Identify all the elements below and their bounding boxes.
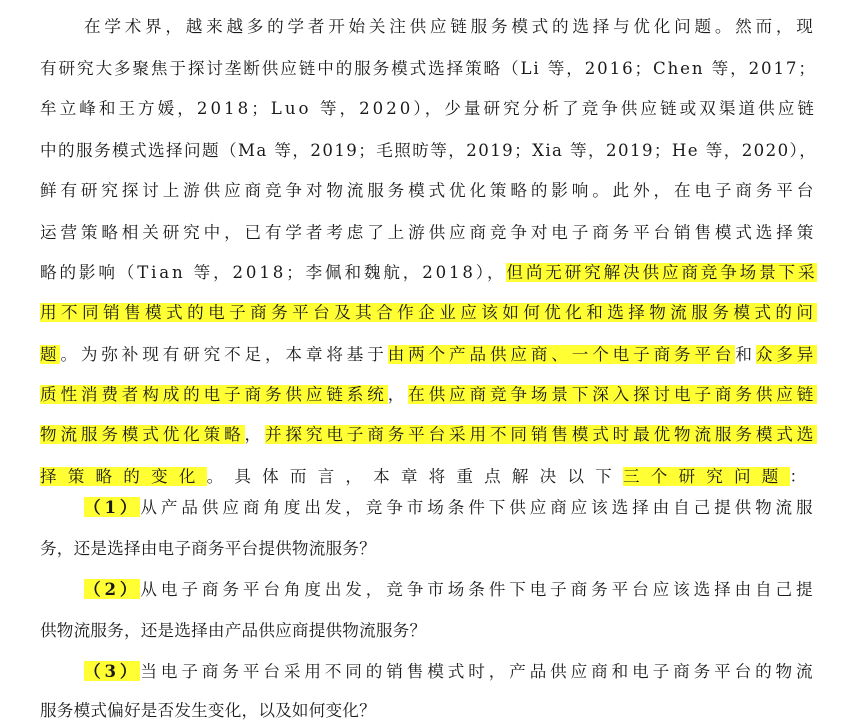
- paragraph-line: [40, 140, 817, 162]
- paragraph-line: [40, 384, 817, 406]
- question-1-text: 从产品供应商角度出发，竞争市场条件下供应商应该选择由自己提供物流服: [140, 498, 817, 517]
- question-2-line-2: 供物流服务，还是选择由产品供应商提供物流服务？: [40, 621, 427, 640]
- paragraph-line: [40, 302, 817, 324]
- text-segment: 运营策略相关研究中，已有学者考虑了上游供应商竞争对电子商务平台销售模式选择策: [40, 223, 818, 242]
- question-1-line-2: 务，还是选择由电子商务平台提供物流服务？: [40, 539, 376, 558]
- question-3-line-1: [84, 660, 817, 683]
- question-3-number: （3）: [84, 661, 141, 681]
- question-2-number: （2）: [84, 579, 141, 599]
- text-segment: 和: [735, 345, 756, 364]
- text-segment: 鲜有研究探讨上游供应商竞争对物流服务模式优化策略的影响。此外，在电子商务平台: [40, 181, 818, 200]
- highlighted-text: 质性消费者构成的电子商务供应链系统: [40, 385, 388, 404]
- question-2-text: 从电子商务平台角度出发，竞争市场条件下电子商务平台应该选择由自己提: [140, 580, 817, 599]
- highlighted-text: 在供应商竞争场景下深入探讨电子商务供应链: [408, 385, 818, 404]
- highlighted-text: 题: [40, 345, 61, 364]
- highlighted-text: 择策略的变化: [40, 467, 207, 486]
- highlighted-text: 众多异: [755, 345, 818, 364]
- paragraph-line: [40, 424, 817, 446]
- question-2-line-1: [84, 578, 817, 601]
- text-segment: ，: [244, 425, 265, 444]
- highlighted-text: 物流服务模式优化策略: [40, 425, 245, 444]
- paragraph-line: [40, 180, 817, 202]
- paragraph-line: [40, 344, 817, 366]
- text-segment: 在学术界，越来越多的学者开始关注供应链服务模式的选择与优化问题。然而，现: [84, 17, 817, 36]
- text-segment: 略的影响（Tian 等，2018；李佩和魏航，2018），: [40, 263, 507, 282]
- question-3-line-2: 服务模式偏好是否发生变化，以及如何变化？: [40, 701, 376, 720]
- text-segment: 中的服务模式选择问题（Ma 等，2019；毛照昉等，2019；Xia 等，2019；He 等，2020），: [40, 141, 818, 160]
- paragraph-line: [84, 16, 817, 38]
- question-3-text: 当电子商务平台采用不同的销售模式时，产品供应商和电子商务平台的物流: [140, 662, 817, 681]
- question-1-line-1: [84, 496, 817, 519]
- text-segment: 牟立峰和王方媛，2018；Luo 等，2020），少量研究分析了竞争供应链或双渠道供应链: [40, 99, 817, 118]
- paragraph-line: [40, 262, 817, 284]
- highlighted-text: 用不同销售模式的电子商务平台及其合作企业应该如何优化和选择物流服务模式的问: [40, 303, 818, 322]
- paragraph-line: [40, 222, 817, 244]
- paragraph-line: [40, 98, 817, 120]
- text-segment: 。具体而言，本章将重点解决以下: [206, 467, 623, 486]
- highlighted-text: 但尚无研究解决供应商竞争场景下采: [506, 263, 818, 282]
- text-segment: ：: [789, 467, 818, 486]
- question-1-number: （1）: [84, 497, 141, 517]
- highlighted-text: 由两个产品供应商、: [387, 345, 572, 364]
- highlighted-text: 一个电子商务平台: [571, 345, 736, 364]
- paragraph-line: [40, 466, 817, 488]
- text-segment: 。为弥补现有研究不足，本章将基于: [60, 345, 388, 364]
- highlighted-text: 并探究电子商务平台采用不同销售模式时最优物流服务模式选: [264, 425, 818, 444]
- text-segment: ，: [387, 385, 409, 404]
- text-segment: 有研究大多聚焦于探讨垄断供应链中的服务模式选择策略（Li 等，2016；Chen 等，2017；: [40, 59, 817, 78]
- highlighted-text: 三个研究问题: [622, 467, 790, 486]
- paragraph-line: [40, 58, 817, 80]
